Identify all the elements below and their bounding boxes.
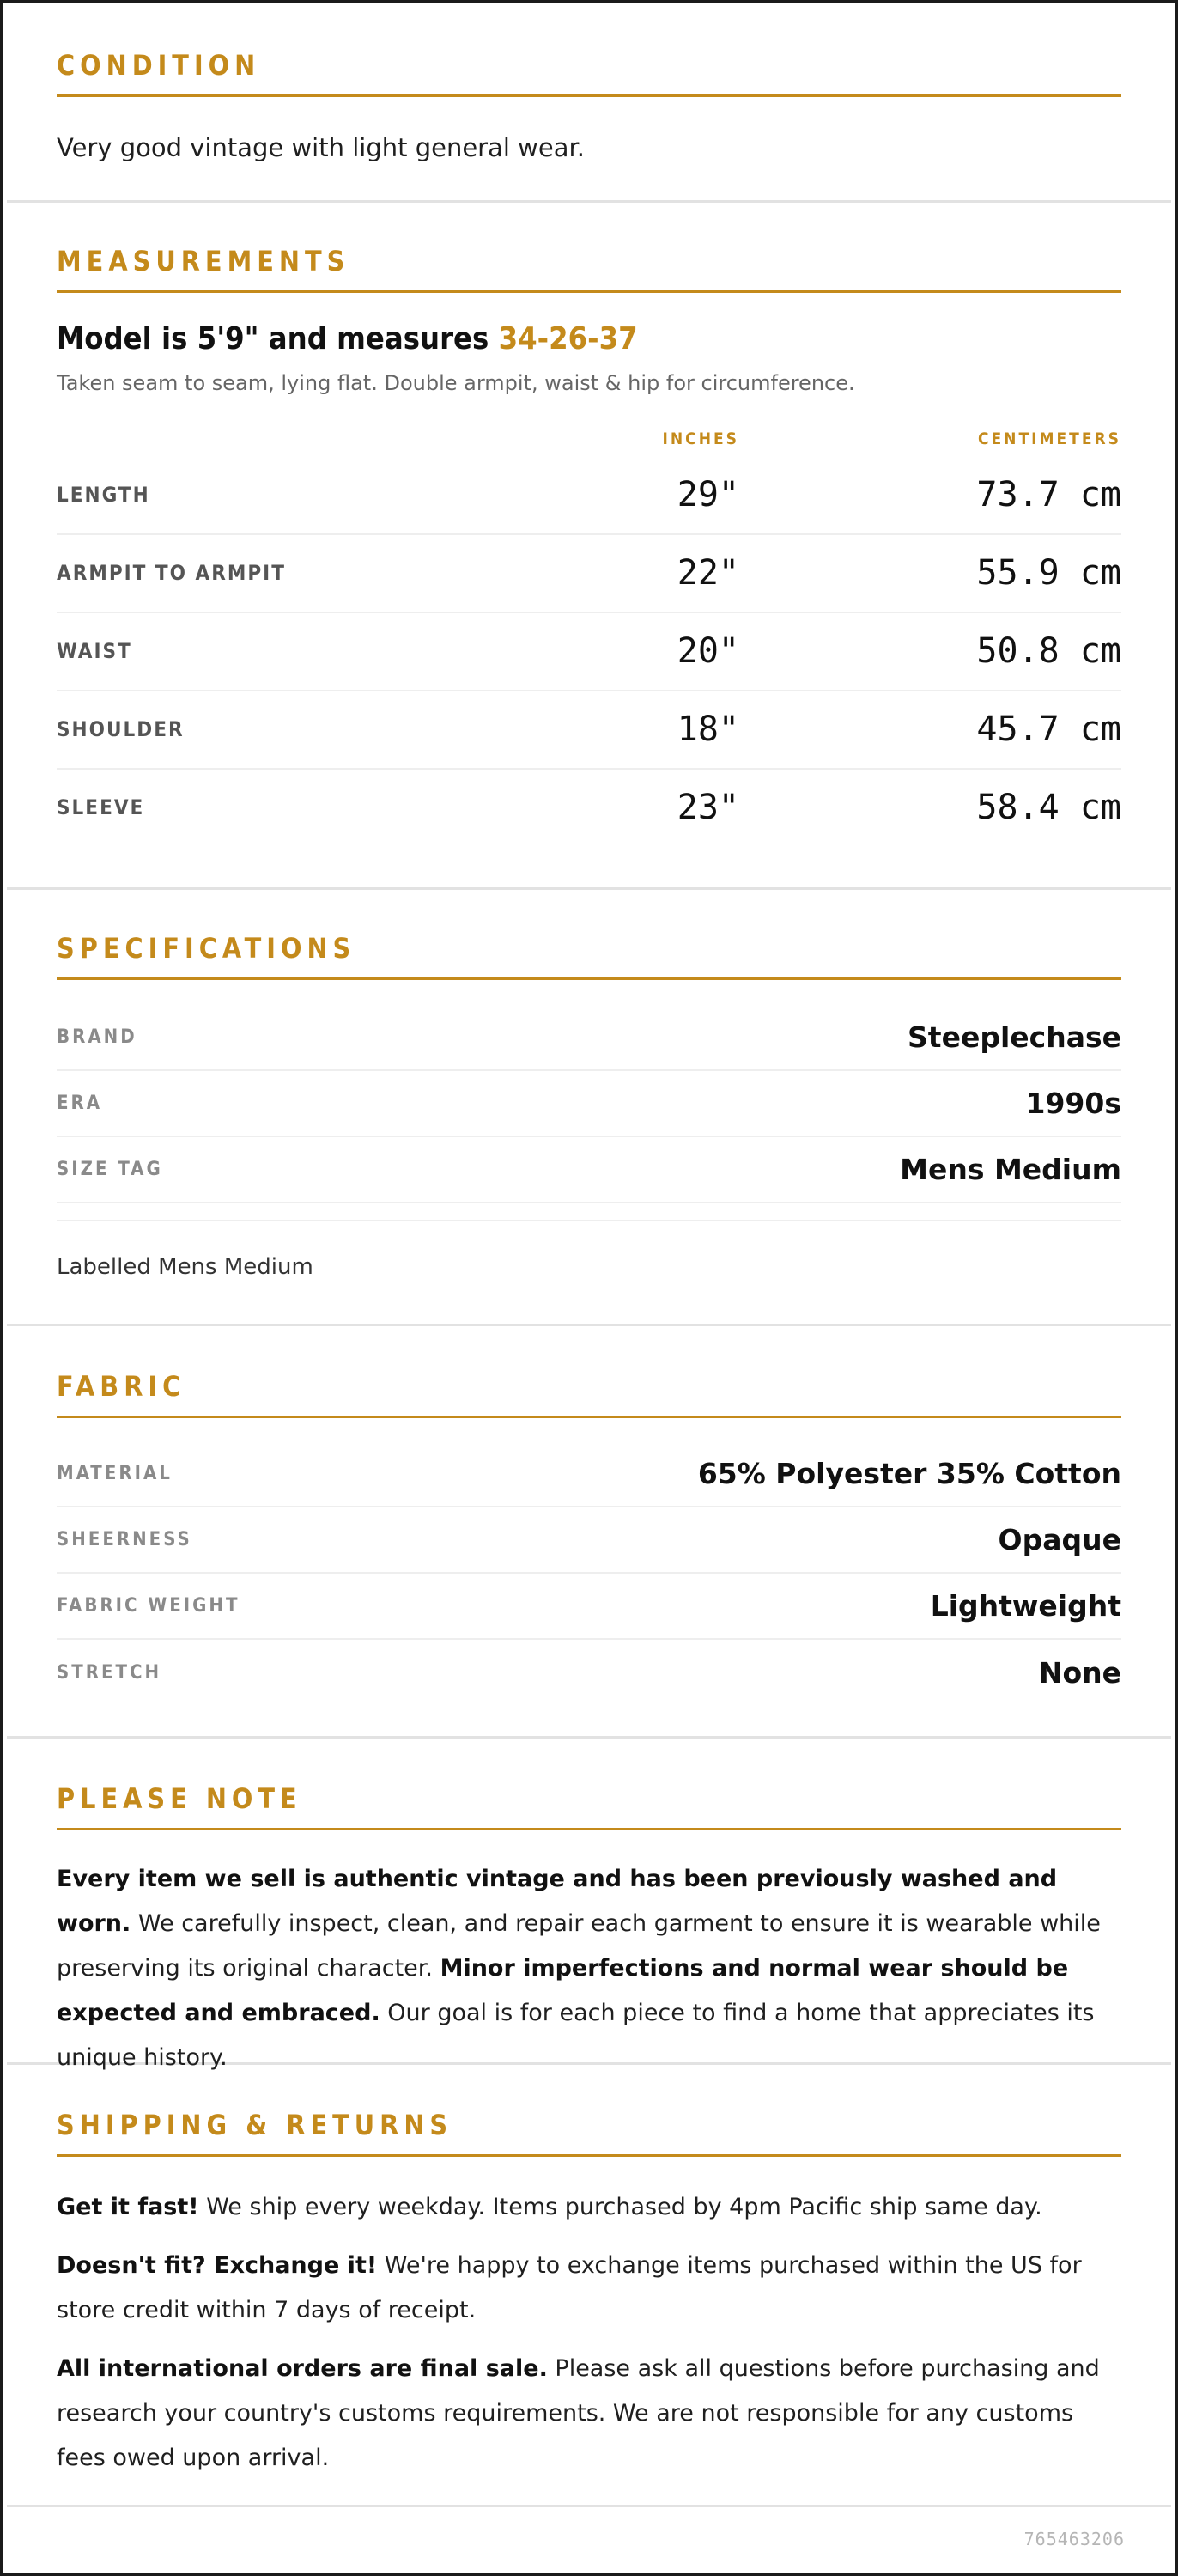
col-inches-header: INCHES	[662, 429, 739, 448]
condition-section	[7, 3, 1171, 203]
please-note-section	[7, 1739, 1171, 2071]
fabric-section	[7, 1326, 1171, 1739]
footer-id: 765463206	[1023, 2529, 1125, 2549]
shipping-para-2	[57, 2244, 1121, 2333]
measurement-inches: 29"	[677, 475, 739, 515]
please-note-heading: PLEASE NOTE	[57, 1781, 1121, 1830]
fabric-row-weight	[57, 1574, 1121, 1640]
measurement-row-armpit	[57, 535, 1121, 613]
measurement-inches: 18"	[677, 709, 739, 749]
fabric-list	[57, 1441, 1121, 1716]
note-bold-2: Minor imperfections and normal wear should be expected and embraced.	[57, 1955, 1069, 2026]
spec-value: Mens Medium	[900, 1153, 1121, 1186]
measurement-row-length	[57, 457, 1121, 535]
fabric-label: MATERIAL	[57, 1463, 173, 1484]
fabric-label: STRETCH	[57, 1662, 162, 1684]
measurements-note: Taken seam to seam, lying flat. Double armpit, waist & hip for circumference.	[57, 371, 855, 395]
measurement-label: SHOULDER	[57, 717, 185, 741]
fabric-heading: FABRIC	[57, 1369, 1121, 1418]
measurement-row-sleeve	[57, 770, 1121, 848]
measurement-label: ARMPIT TO ARMPIT	[57, 561, 286, 585]
spec-value: Steeplechase	[908, 1020, 1121, 1054]
fabric-label: FABRIC WEIGHT	[57, 1595, 240, 1617]
shipping-text-1: We ship every weekday. Items purchased by 4pm Pacific ship same day.	[198, 2194, 1042, 2220]
measurement-cm: 55.9 cm	[976, 553, 1121, 593]
note-text-1: We carefully inspect, clean, and repair each garment to ensure it is wearable while preserving its original character.	[57, 1910, 1101, 1982]
measurements-section	[7, 203, 1171, 890]
shipping-bold-1: Get it fast!	[57, 2194, 199, 2220]
fabric-row-sheerness	[57, 1507, 1121, 1574]
measurement-inches: 22"	[677, 553, 739, 593]
spec-row-brand	[57, 1005, 1121, 1071]
measurement-cm: 50.8 cm	[976, 631, 1121, 671]
measurement-label: WAIST	[57, 639, 132, 663]
fabric-row-material	[57, 1441, 1121, 1507]
measurement-cm: 58.4 cm	[976, 788, 1121, 827]
shipping-section	[7, 2065, 1171, 2507]
spec-value: 1990s	[1025, 1087, 1121, 1120]
model-measure: 34-26-37	[498, 321, 638, 356]
shipping-bold-3: All international orders are final sale.	[57, 2355, 548, 2382]
specifications-heading: SPECIFICATIONS	[57, 931, 1121, 980]
fabric-value: Opaque	[998, 1523, 1121, 1556]
measurement-label: SLEEVE	[57, 795, 145, 819]
condition-text: Very good vintage with light general wear.	[57, 133, 585, 162]
model-prefix: Model is 5'9" and measures	[57, 321, 499, 356]
spec-row-size-tag	[57, 1137, 1121, 1203]
measurements-heading: MEASUREMENTS	[57, 244, 1121, 293]
shipping-text-2: We're happy to exchange items purchased within the US for store credit within 7 days of receipt.	[57, 2252, 1082, 2323]
specifications-list	[57, 1005, 1121, 1263]
measurement-cm: 45.7 cm	[976, 709, 1121, 749]
spec-row-era	[57, 1071, 1121, 1137]
measurement-row-waist	[57, 613, 1121, 691]
please-note-text	[57, 1857, 1121, 2080]
spec-label: SIZE TAG	[57, 1159, 163, 1180]
spec-divider	[57, 1220, 1121, 1221]
fabric-label: SHEERNESS	[57, 1529, 192, 1550]
condition-heading: CONDITION	[57, 48, 1121, 97]
measurement-label: LENGTH	[57, 483, 150, 507]
shipping-heading: SHIPPING & RETURNS	[57, 2108, 1121, 2157]
shipping-text-3: Please ask all questions before purchasing and research your country's customs requirements. We are not responsible for any customs fees owed upon arrival.	[57, 2355, 1100, 2471]
measurement-row-shoulder	[57, 691, 1121, 770]
measurement-inches: 23"	[677, 788, 739, 827]
fabric-value: 65% Polyester 35% Cotton	[697, 1457, 1121, 1490]
note-bold-1: Every item we sell is authentic vintage and has been previously washed and worn.	[57, 1866, 1058, 1937]
shipping-para-3	[57, 2347, 1121, 2481]
fabric-value: None	[1038, 1656, 1121, 1690]
measurement-inches: 20"	[677, 631, 739, 671]
model-line	[57, 321, 1121, 356]
size-tag-note: Labelled Mens Medium	[57, 1254, 313, 1280]
specifications-section	[7, 890, 1171, 1326]
fabric-row-stretch	[57, 1640, 1121, 1706]
shipping-para-1	[57, 2185, 1121, 2230]
measurements-table	[57, 429, 1121, 859]
spec-label: ERA	[57, 1093, 103, 1114]
shipping-bold-2: Doesn't fit? Exchange it!	[57, 2252, 378, 2279]
measurement-cm: 73.7 cm	[976, 475, 1121, 515]
fabric-value: Lightweight	[930, 1589, 1121, 1623]
note-text-2: Our goal is for each piece to find a home that appreciates its unique history.	[57, 2000, 1095, 2071]
spec-label: BRAND	[57, 1026, 137, 1048]
col-cm-header: CENTIMETERS	[977, 429, 1121, 448]
